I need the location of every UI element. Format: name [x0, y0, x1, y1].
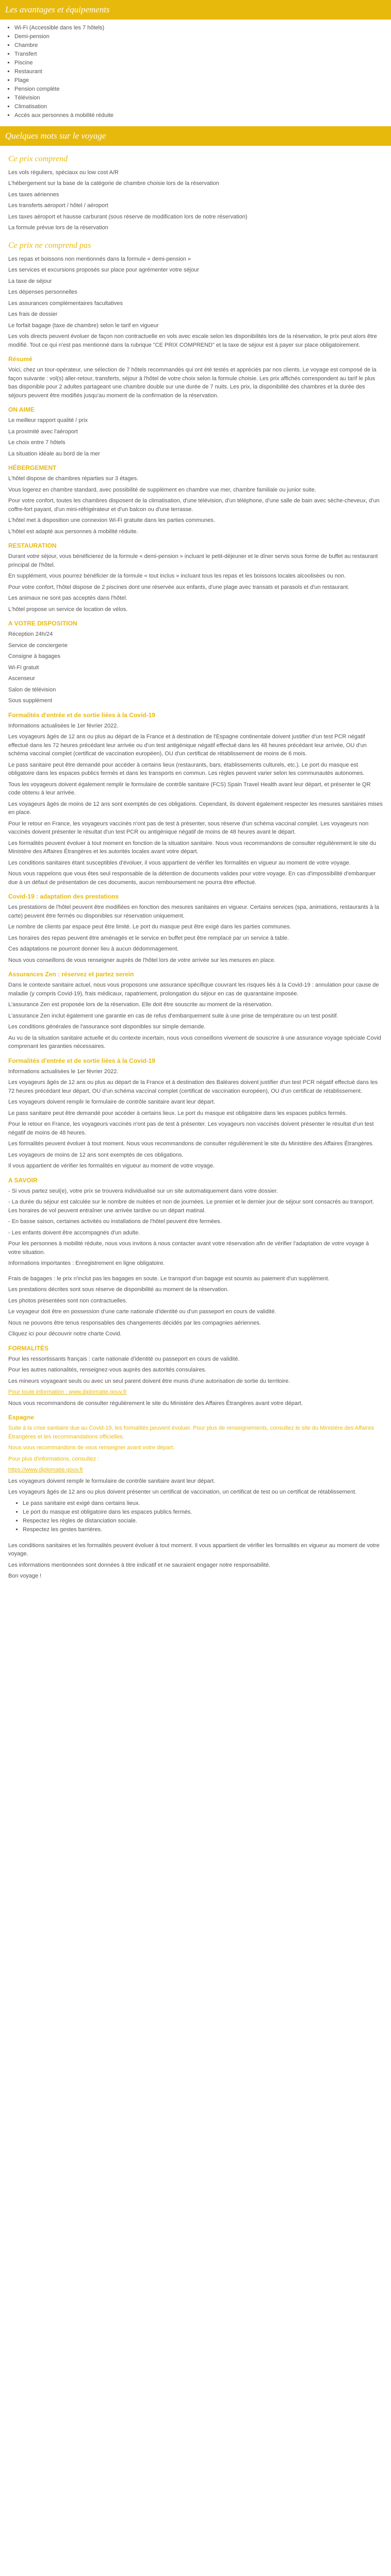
restauration-title: RESTAURATION [8, 542, 57, 550]
assurance-title: Assurances Zen : réservez et partez serein [8, 971, 134, 978]
text-paragraph: Vous logerez en chambre standard, avec possibilité de supplément en chambre vue mer, chambre familiale ou junior suite. [8, 486, 316, 493]
warning-text: Pour plus d'informations, consultez : [8, 1455, 100, 1462]
text-line: La situation idéale au bord de la mer [8, 450, 100, 457]
summary-text: Voici, chez un tour-opérateur, une sélection de 7 hôtels recommandés qui ont été testés et appréciés par nos clients. Le voyage est composé de la façon suivante : vol(s) aller-retour, transferts, séjour à l'hôtel de votre choix selon la formule choisie. Les prix affichés correspondent au tarif le plus bas disponible pour 2 adultes partageant une chambre double sur une durée de 7 nuits. Les prix, la disponibilité des chambres et la durée des séjours peuvent être modifiés jusqu'au moment de la confirmation de la réservation. [8, 367, 377, 399]
text-paragraph: L'hôtel dispose de chambres réparties sur 3 étages. [8, 476, 139, 482]
text-line: Les dépenses personnelles [8, 289, 77, 296]
amenity-item: ▪ Demi-pension [14, 32, 391, 41]
text-line: L'hébergement sur la base de la catégorie de chambre choisie lors de la réservation [8, 180, 219, 187]
text-line: Réception 24h/24 [8, 631, 53, 638]
text-line: La taxe de séjour [8, 278, 52, 284]
text-paragraph: Les animaux ne sont pas acceptés dans l'hôtel. [8, 595, 127, 602]
text-line: Consigne à bagages [8, 653, 60, 660]
text-line: La proximité avec l'aéroport [8, 428, 78, 435]
text-paragraph: Les voyageurs de moins de 12 ans sont exemptés de ces obligations. [8, 1151, 184, 1158]
summary-title: Résumé [8, 355, 32, 363]
rule-item: ▪ Le port du masque est obligatoire dans les espaces publics fermés. [23, 1508, 383, 1517]
text-line: Le forfait bagage (taxe de chambre) selon le tarif en vigueur [8, 322, 159, 329]
text-paragraph: Nous vous conseillons de vous renseigner auprès de l'hôtel lors de votre arrivée sur les mesures en place. [8, 957, 276, 963]
text-paragraph: Les voyageurs âgés de 12 ans ou plus au départ de la France et à destination des Baléares doivent justifier d'un test PCR négatif effectué dans les 72 heures précédant leur départ, OU d'un schéma vaccinal complet (certificat de vaccination européen), OU d'un certificat de rétablissement. [8, 1079, 378, 1094]
rule-item: ▪ Respectez les règles de distanciation sociale. [23, 1517, 383, 1526]
on-aime-list [8, 416, 383, 458]
text-line: Wi-Fi gratuit [8, 664, 39, 671]
text-paragraph: Tous les voyageurs doivent également remplir le formulaire de contrôle sanitaire (FCS) Spain Travel Health avant leur départ, et présenter le QR code obtenu à leur arrivée. [8, 781, 371, 796]
warning-text: Suite à la crise sanitaire due au Covid-19, les formalités peuvent évoluer. Pour plus de renseignements, consultez le site du Ministère des Affaires Étrangères et les recommandations officielles. [8, 1425, 374, 1440]
text-paragraph: Les conditions sanitaires étant susceptibles d'évoluer, il vous appartient de vérifier les formalités en vigueur au moment de votre voyage. [8, 859, 351, 866]
text-line: Les assurances complémentaires facultatives [8, 300, 123, 307]
text-paragraph: Il vous appartient de vérifier les formalités en vigueur au moment de votre voyage. [8, 1163, 215, 1170]
text-paragraph: - En basse saison, certaines activités ou installations de l'hôtel peuvent être fermées. [8, 1218, 222, 1225]
section-band: Quelques mots sur le voyage [0, 126, 391, 146]
text-paragraph: Les voyageurs âgés de 12 ans ou plus doivent présenter un certificat de vaccination, un certificat de test ou un certificat de rétablissement. [8, 1489, 357, 1496]
text-paragraph: Les voyageurs âgés de moins de 12 ans sont exemptés de ces obligations. Cependant, ils doivent également respecter les mesures sanitaires mises en place. [8, 801, 383, 816]
text-paragraph: Le pass sanitaire peut être demandé pour accéder à certains lieux. Le port du masque est obligatoire dans les espaces publics fermés. [8, 1110, 347, 1116]
formalites-covid-title: Formalités d'entrée et de sortie liées à la Covid-19 [8, 711, 155, 719]
text-paragraph: Les voyageurs âgés de 12 ans ou plus au départ de la France et à destination de l'Espagne continentale doivent justifier d'un test PCR négatif effectué dans les 72 heures précédant leur arrivée ou d'un test antigénique négatif effectué dans les 48 heures précédant leur arrivée, OU d'un schéma vaccinal complet (certificat de vaccination européen), OU d'un certificat de rétablissement de moins de 6 mois. [8, 734, 367, 757]
amenity-item: ▪ Wi-Fi (Accessible dans les 7 hôtels) [14, 24, 391, 32]
text-paragraph: - La durée du séjour est calculée sur le nombre de nuitées et non de journées. Le premier et le dernier jour de séjour sont consacrés au transport. Les horaires de vol peuvent entraîner une arrivée tardive ou un départ matinal. [8, 1199, 374, 1214]
covid-charter-link[interactable]: Cliquez ici pour découvrir notre charte Covid. [8, 1331, 122, 1337]
text-paragraph: Pour votre confort, toutes les chambres disposent de la climatisation, d'une télévision, d'un téléphone, d'une salle de bain avec sèche-cheveux, d'un coffre-fort payant, d'un mini-réfrigérateur et d'un balcon ou d'une terrasse. [8, 498, 380, 513]
text-line: Ascenseur [8, 675, 35, 682]
text-paragraph: Les formalités peuvent évoluer à tout moment. Nous vous recommandons de consulter régulièrement le site du Ministère des Affaires Étrangères. [8, 1141, 374, 1147]
text-paragraph: Les voyageurs doivent remplir le formulaire de contrôle sanitaire avant leur départ. [8, 1478, 216, 1484]
text-line: Les repas et boissons non mentionnés dans la formule « demi-pension » [8, 256, 191, 262]
text-line: Le meilleur rapport qualité / prix [8, 417, 88, 424]
disposition-title: A VOTRE DISPOSITION [8, 620, 77, 628]
text-paragraph: Ces adaptations ne pourront donner lieu à aucun dédommagement. [8, 946, 179, 953]
text-paragraph: L'hôtel propose un service de location de vélos. [8, 606, 128, 613]
text-paragraph: Les photos présentées sont non contractuelles. [8, 1297, 127, 1304]
text-line: Salon de télévision [8, 686, 56, 693]
text-line: Les vols directs peuvent évoluer de façon non contractuelle en vols avec escale selon les disponibilités lors de la réservation, le prix peut alors être modifié. Tout ce qui n'est pas mentionné dans la rubrique "CE PRIX COMPREND" et la taxe de séjour est à payer sur place obligatoirement. [8, 333, 377, 348]
text-paragraph: Pour votre confort, l'hôtel dispose de 2 piscines dont une réservée aux enfants, d'une plage avec transats et parasols et d'un restaurant. [8, 584, 350, 590]
amenity-item: ▪ Restaurant [14, 67, 391, 76]
amenity-item: ▪ Plage [14, 76, 391, 85]
price-includes-list [8, 168, 383, 232]
price-excludes-list [8, 255, 383, 350]
content [0, 153, 391, 1581]
amenity-item: ▪ Chambre [14, 41, 391, 50]
text-paragraph: Les mineurs voyageant seuls ou avec un seul parent doivent être munis d'une autorisation de sortie du territoire. [8, 1378, 290, 1384]
text-paragraph: Nous vous rappelons que vous êtes seul responsable de la détention de documents valides pour votre voyage. En cas d'impossibilité d'embarquer due à un défaut de présentation de ces documents, aucun remboursement ne pourra être effectué. [8, 871, 376, 886]
amenity-item: ▪ Climatisation [14, 103, 391, 111]
updated-note: Informations actualisées le 1er février 2022. [8, 1068, 119, 1075]
amenity-item: ▪ Pension complète [14, 85, 391, 94]
text-paragraph: Le voyageur doit être en possession d'une carte nationale d'identité ou d'un passeport en cours de validité. [8, 1309, 276, 1315]
amenities-list [14, 24, 391, 121]
text-paragraph: Le pass sanitaire peut être demandé pour accéder à certains lieux (restaurants, bars, établissements culturels, etc.). Le port du masque est obligatoire dans les espaces publics fermés et dans les transports en commun. Les règles peuvent varier selon les communautés autonomes. [8, 761, 365, 777]
text-paragraph: Au vu de la situation sanitaire actuelle et du contexte incertain, nous vous conseillons vivement de souscrire à une assurance voyage spéciale Covid comprenant les garanties nécessaires. [8, 1035, 381, 1050]
on-aime-title: ON AIME [8, 406, 35, 414]
disposition-list [8, 630, 383, 705]
text-paragraph: Dans le contexte sanitaire actuel, nous vous proposons une assurance spécifique couvrant les risques liés à la Covid-19 : annulation pour cause de maladie (y compris Covid-19), frais médicaux, rapatriement, prolongation du séjour en cas de quarantaine imposée. [8, 982, 379, 997]
text-line: Le choix entre 7 hôtels [8, 439, 66, 446]
text-line: Les vols réguliers, spéciaux ou low cost A/R [8, 169, 119, 176]
header-band: Les avantages et équipements [0, 0, 391, 20]
text-paragraph: Pour le retour en France, les voyageurs vaccinés n'ont pas de test à présenter, sous réserve d'un schéma vaccinal complet. Les voyageurs non vaccinés doivent présenter le résultat d'un test PCR ou antigénique négatif de moins de 48 heures avant le départ. [8, 820, 369, 836]
diplomatie-link[interactable]: Pour toute information : www.diplomatie.gouv.fr [8, 1389, 127, 1396]
text-paragraph: Pour le retour en France, les voyageurs vaccinés n'ont pas de test à présenter. Les voyageurs non vaccinés doivent présenter le résultat d'un test négatif de moins de 48 heures. [8, 1121, 374, 1136]
formalites-covid-title-2: Formalités d'entrée et de sortie liées à la Covid-19 [8, 1057, 155, 1064]
text-paragraph: Pour les ressortissants français : carte nationale d'identité ou passeport en cours de validité. [8, 1355, 240, 1362]
text-paragraph: Pour les autres nationalités, renseignez-vous auprès des autorités consulaires. [8, 1367, 206, 1374]
hebergement-title: HÉBERGEMENT [8, 464, 57, 472]
text-line: Les services et excursions proposés sur place pour agrémenter votre séjour [8, 267, 199, 274]
text-paragraph: - Les enfants doivent être accompagnés d'un adulte. [8, 1229, 140, 1236]
price-includes-title: Ce prix comprend [8, 154, 68, 163]
diplomatie-link[interactable]: https://www.diplomatie.gouv.fr [8, 1467, 84, 1473]
rule-item: ▪ Respectez les gestes barrières. [23, 1526, 383, 1534]
text-line: Les transferts aéroport / hôtel / aéroport [8, 202, 108, 209]
text-paragraph: L'hôtel met à disposition une connexion Wi-Fi gratuite dans les parties communes. [8, 517, 215, 524]
text-paragraph: Nous vous recommandons de consulter régulièrement le site du Ministère des Affaires Étrangères avant votre départ. [8, 1400, 303, 1406]
a-savoir-title: A SAVOIR [8, 1176, 38, 1184]
text-paragraph: Frais de bagages : le prix n'inclut pas les bagages en soute. Le transport d'un bagage est soumis au paiement d'un supplément. [8, 1275, 330, 1282]
text-line: Les taxes aéroport et hausse carburant (sous réserve de modification lors de notre réservation) [8, 213, 248, 220]
text-line: Sous supplément [8, 698, 52, 704]
text-paragraph: Les voyageurs doivent remplir le formulaire de contrôle sanitaire avant leur départ. [8, 1099, 216, 1106]
price-excludes-title: Ce prix ne comprend pas [8, 241, 91, 250]
text-paragraph: En supplément, vous pourrez bénéficier de la formule « tout inclus » incluant tous les repas et les boissons locales alcoolisées ou non. [8, 573, 346, 580]
rule-item: ▪ Le pass sanitaire est exigé dans certains lieux. [23, 1499, 383, 1508]
text-paragraph: L'assurance Zen est proposée lors de la réservation. Elle doit être souscrite au moment de la réservation. [8, 1002, 273, 1008]
warning-text: Nous vous recommandons de vous renseigner avant votre départ. [8, 1445, 175, 1451]
text-paragraph: Les conditions générales de l'assurance sont disponibles sur simple demande. [8, 1024, 206, 1030]
text-line: Les frais de dossier [8, 311, 58, 318]
amenity-item: ▪ Piscine [14, 59, 391, 67]
text-paragraph: L'hôtel est adapté aux personnes à mobilité réduite. [8, 528, 138, 535]
covid-adaptation-title: Covid-19 : adaptation des prestations [8, 893, 119, 901]
rules-list [23, 1499, 383, 1534]
text-paragraph: - Si vous partez seul(e), votre prix se trouvera individualisé sur un site automatiquement dans votre dossier. [8, 1188, 278, 1194]
text-paragraph: L'assurance Zen inclut également une garantie en cas de refus d'embarquement suite à une prise de température ou un test positif. [8, 1012, 338, 1019]
text-paragraph: Pour les personnes à mobilité réduite, nous vous invitons à nous contacter avant votre réservation afin de vérifier l'adaptation de votre voyage à votre situation. [8, 1241, 369, 1256]
text-paragraph: Bon voyage ! [8, 1573, 42, 1580]
text-paragraph: Durant votre séjour, vous bénéficierez de la formule « demi-pension » incluant le petit-déjeuner et le dîner servis sous forme de buffet au restaurant principal de l'hôtel. [8, 553, 378, 568]
amenity-item: ▪ Accès aux personnes à mobilité réduite [14, 111, 391, 120]
amenity-item: ▪ Transfert [14, 50, 391, 59]
text-paragraph: Les informations mentionnées sont données à titre indicatif et ne sauraient engager notre responsabilité. [8, 1562, 271, 1568]
espagne-title: Espagne [8, 1414, 35, 1421]
amenity-item: ▪ Télévision [14, 94, 391, 103]
text-paragraph: Les horaires des repas peuvent être aménagés et le service en buffet peut être remplacé par un service à table. [8, 935, 289, 941]
text-paragraph: Les prestations décrites sont sous réserve de disponibilité au moment de la réservation. [8, 1286, 229, 1293]
text-line: La formule prévue lors de la réservation [8, 225, 108, 231]
text-paragraph: Nous ne pouvons être tenus responsables des changements décidés par les compagnies aériennes. [8, 1319, 261, 1326]
text-paragraph: Informations importantes : Enregistrement en ligne obligatoire. [8, 1260, 165, 1267]
formalites-title: FORMALITÉS [8, 1344, 48, 1352]
text-line: Service de conciergerie [8, 642, 68, 649]
text-paragraph: Les conditions sanitaires et les formalités peuvent évoluer à tout moment. Il vous appartient de vérifier les formalités en vigueur au moment de votre voyage. [8, 1542, 380, 1557]
text-paragraph: Le nombre de clients par espace peut être limité. Le port du masque peut être exigé dans les parties communes. [8, 924, 291, 930]
updated-note: Informations actualisées le 1er février 2022. [8, 722, 119, 729]
text-paragraph: Les formalités peuvent évoluer à tout moment en fonction de la situation sanitaire. Nous vous recommandons de consulter régulièrement le site du Ministère des Affaires Étrangères et les autorités locales avant votre départ. [8, 840, 376, 855]
text-line: Les taxes aériennes [8, 191, 59, 198]
text-paragraph: Les prestations de l'hôtel peuvent être modifiées en fonction des mesures sanitaires en vigueur. Certains services (spa, animations, restaurants à la carte) peuvent être fermés ou disponibles sur réservation uniquement. [8, 904, 379, 919]
